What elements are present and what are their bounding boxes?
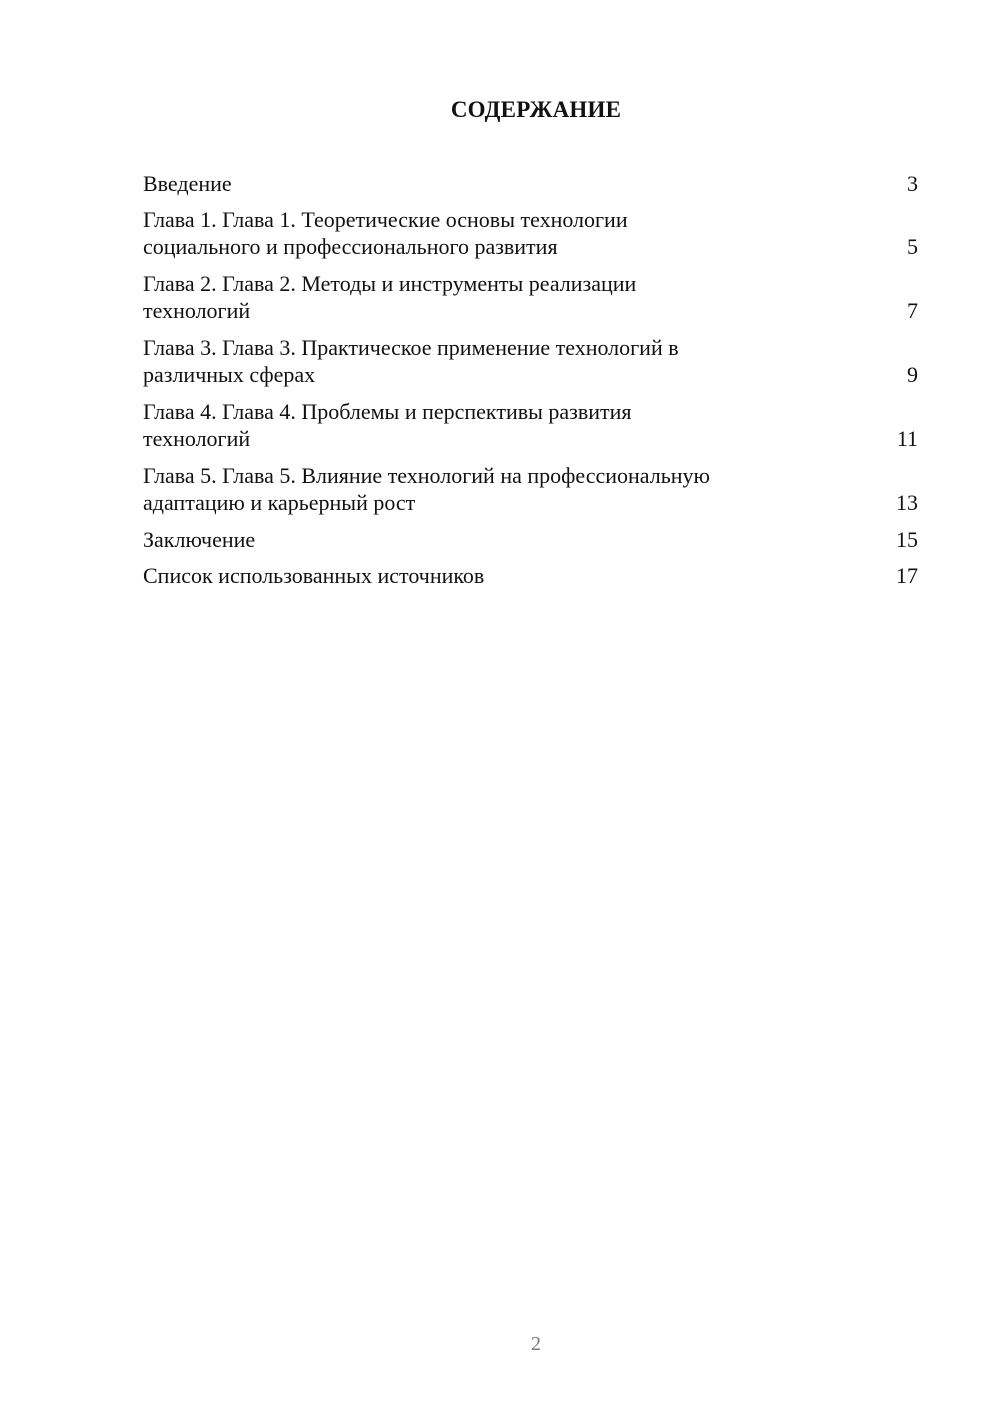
toc-entry-line: социального и профессионального развития [143, 234, 558, 259]
toc-entry-chapter-1 [143, 206, 918, 260]
toc-entry-text [143, 562, 484, 589]
toc-entry-line: Заключение [143, 527, 256, 552]
toc-entry-text [143, 270, 636, 324]
toc-entry-page: 5 [907, 234, 918, 259]
toc-entry-line: различных сферах [143, 362, 316, 387]
toc-entry-line: Глава 3. Глава 3. Практическое применение технологий в [143, 335, 679, 360]
toc-entry-page: 13 [896, 490, 918, 515]
toc-entry-line: адаптацию и карьерный рост [143, 490, 416, 515]
toc-entry-page: 9 [907, 362, 918, 387]
toc-entry-page: 3 [907, 171, 918, 196]
table-of-contents [143, 170, 918, 598]
toc-entry-text [143, 334, 679, 388]
toc-entry-text [143, 398, 632, 452]
toc-entry-text [143, 462, 710, 516]
toc-entry-chapter-3 [143, 334, 918, 388]
toc-entry-text [143, 206, 628, 260]
toc-entry-chapter-5 [143, 462, 918, 516]
toc-entry-line: Глава 4. Глава 4. Проблемы и перспективы развития [143, 399, 632, 424]
toc-entry-text [143, 526, 255, 553]
toc-entry-line: технологий [143, 426, 251, 451]
toc-entry-references [143, 562, 918, 589]
toc-entry-chapter-4 [143, 398, 918, 452]
toc-entry-chapter-2 [143, 270, 918, 324]
toc-entry-line: Список использованных источников [143, 563, 485, 588]
toc-entry-line: технологий [143, 298, 251, 323]
toc-entry-line: Глава 2. Глава 2. Методы и инструменты реализации [143, 271, 637, 296]
toc-entry-introduction [143, 170, 918, 197]
toc-entry-page: 15 [896, 527, 918, 552]
toc-entry-conclusion [143, 526, 918, 553]
toc-entry-line: Глава 5. Глава 5. Влияние технологий на профессиональную [143, 463, 710, 488]
toc-entry-page: 11 [896, 426, 918, 451]
toc-entry-text [143, 170, 232, 197]
toc-title: СОДЕРЖАНИЕ [450, 97, 622, 122]
toc-entry-line: Введение [143, 171, 232, 196]
page-number: 2 [531, 1333, 541, 1355]
toc-entry-page: 17 [896, 563, 918, 588]
toc-entry-page: 7 [907, 298, 918, 323]
toc-entry-line: Глава 1. Глава 1. Теоретические основы технологии [143, 207, 628, 232]
